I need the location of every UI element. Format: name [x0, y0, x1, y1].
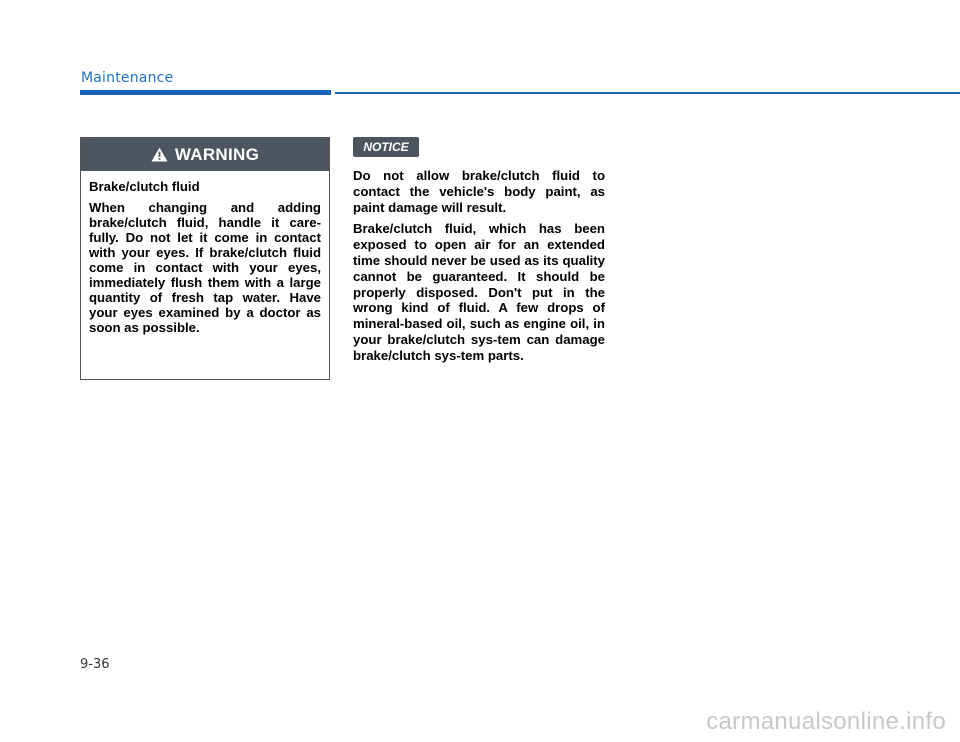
section-title: Maintenance	[81, 70, 174, 86]
watermark: carmanualsonline.info	[706, 708, 946, 735]
warning-heading: WARNING	[174, 144, 260, 164]
notice-paragraph-1: Do not allow brake/clutch fluid to contact the vehicle's body paint, as paint damage will result.	[353, 168, 605, 215]
header-rule-thick	[80, 90, 331, 95]
page-number: 9-36	[80, 657, 110, 672]
header-rule-thin	[335, 92, 960, 94]
notice-badge: NOTICE	[353, 137, 419, 157]
warning-header	[81, 138, 329, 171]
warning-body	[81, 171, 329, 335]
warning-text: When changing and adding brake/clutch fluid, handle it care-fully. Do not let it come in contact with your eyes. If brake/clutch fluid come in contact with your eyes, immediately flush them with a large quantity of fresh tap water. Have your eyes examined by a doctor as soon as possible.	[89, 200, 321, 335]
warning-triangle-icon	[151, 147, 168, 162]
warning-box	[80, 137, 330, 380]
notice-paragraph-2: Brake/clutch fluid, which has been exposed to open air for an extended time should never be used as its quality cannot be guaranteed. It should be properly disposed. Don't put in the wrong kind of fluid. A few drops of mineral-based oil, such as engine oil, in your brake/clutch sys-tem can damage brake/clutch sys-tem parts.	[353, 221, 605, 363]
warning-subtitle: Brake/clutch fluid	[89, 179, 200, 194]
notice-body	[353, 168, 605, 370]
